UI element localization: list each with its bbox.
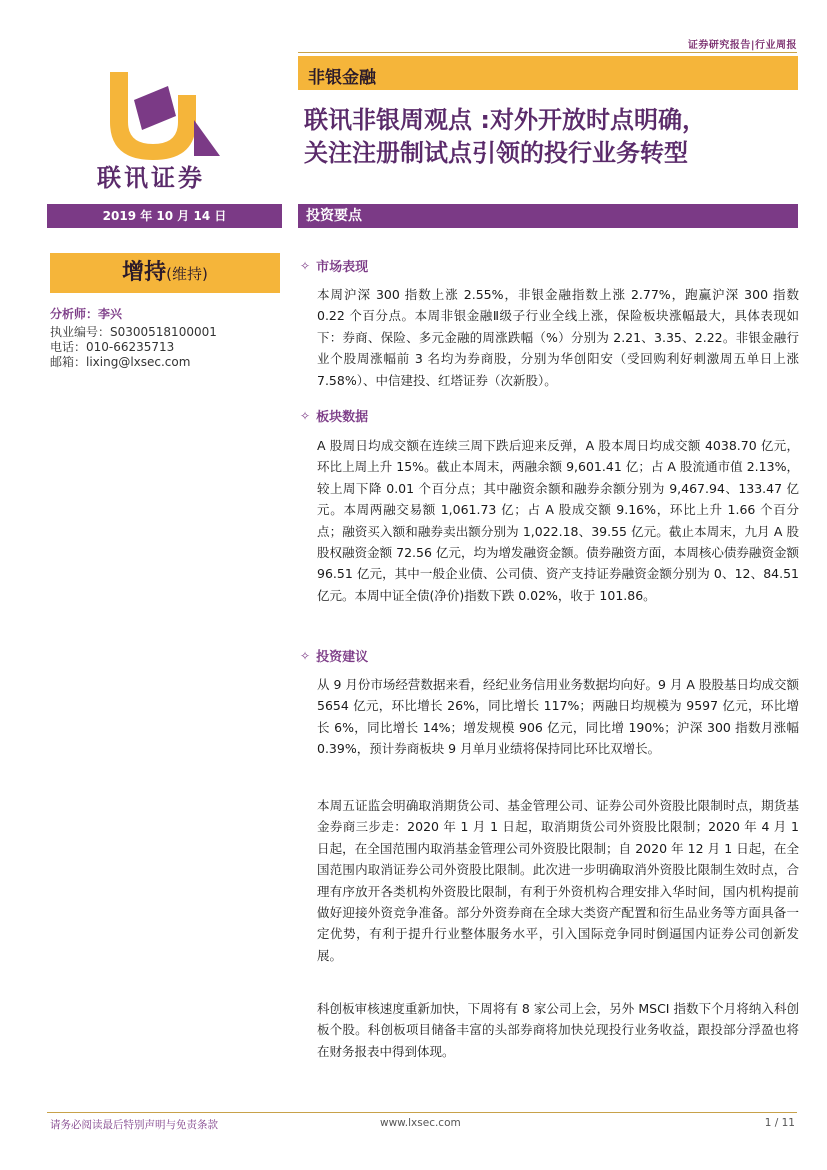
analyst-phone: 电话：010-66235713 xyxy=(50,340,175,354)
section-title: 投资建议 xyxy=(316,650,369,665)
sector-label: 非银金融 xyxy=(308,68,376,88)
section-title: 板块数据 xyxy=(316,410,369,425)
diamond-bullet-icon: ✧ xyxy=(300,648,311,663)
section-heading-market xyxy=(300,256,800,275)
rating-main: 增持 xyxy=(122,260,167,285)
top-divider xyxy=(298,52,797,53)
rating-sub: (维持) xyxy=(166,265,208,283)
paragraph-advice-1: 从 9 月份市场经营数据来看，经纪业务信用业务数据均向好。9 月 A 股股基日均成交额 5654 亿元，环比增长 26%，同比增长 117%；两融日均规模为 9597 亿元，环比增长 6%，同比增长 14%；增发规模 906 亿元，同比增 190%；沪深 300 指数月涨幅 0.39%，预计券商板块 9 月单月业绩将保持同比环比双增长。 xyxy=(317,677,799,757)
footer-page-number: 1 / 11 xyxy=(764,1117,795,1129)
report-type: 证券研究报告|行业周报 xyxy=(687,40,797,51)
footer-divider xyxy=(47,1112,797,1113)
footer-disclaimer[interactable]: 请务必阅读最后特别声明与免责条款 xyxy=(50,1119,218,1131)
logo-card xyxy=(134,86,176,130)
report-title xyxy=(304,104,804,170)
diamond-bullet-icon: ✧ xyxy=(300,408,311,423)
analyst-email[interactable]: 邮箱：lixing@lxsec.com xyxy=(50,355,191,369)
logo-text: 联讯证券 xyxy=(97,163,205,192)
paragraph-market: 本周沪深 300 指数上涨 2.55%，非银金融指数上涨 2.77%，跑赢沪深 300 指数 0.22 个百分点。本周非银金融Ⅱ级子行业全线上涨，保险板块涨幅最大，具体表现如下：券商、保险、多元金融的周涨跌幅（%）分别为 2.21、3.35、2.22。非银金融行业个股周涨幅前 3 名均为券商股，分别为华创阳安（受回购利好刺激周五单日上涨 7.58%）、中信建投、红塔证券（次新股）。 xyxy=(317,287,799,388)
rating-box xyxy=(50,253,280,293)
section-heading-advice xyxy=(300,646,800,665)
paragraph-advice-2: 本周五证监会明确取消期货公司、基金管理公司、证券公司外资股比限制时点，期货基金券商三步走：2020 年 1 月 1 日起，取消期货公司外资股比限制；2020 年 4 月 1 日起，在全国范围内取消基金管理公司外资股比限制；自 2020 年 12 月 1 日起，在全国范围内取消证券公司外资股比限制。此次进一步明确取消外资股比限制生效时点，合理有序放开各类机构外资股比限制，有利于外资机构合理安排入华时间，国内机构提前做好迎接外资竞争准备。部分外资券商在全球大类资产配置和衍生品业务等方面具备一定优势，有利于提升行业整体服务水平，引入国际竞争同时倒逼国内证券公司创新发展。 xyxy=(317,798,799,963)
diamond-bullet-icon: ✧ xyxy=(300,258,311,273)
analyst-info xyxy=(50,307,217,370)
topic-header: 投资要点 xyxy=(298,204,798,228)
paragraph-advice-3: 科创板审核速度重新加快，下周将有 8 家公司上会，另外 MSCI 指数下个月将纳入科创板个股。科创板项目储备丰富的头部券商将加快兑现投行业务收益，跟投部分浮盈也将在财务报表中得到体现。 xyxy=(317,1001,799,1059)
title-line-1: 联讯非银周观点 :对外开放时点明确， xyxy=(304,106,706,134)
paragraph-sector-data: A 股周日均成交额在连续三周下跌后迎来反弹，A 股本周日均成交额 4038.70 亿元，环比上周上升 15%。截止本周末，两融余额 9,601.41 亿；占 A 股流通市值 2.13%，较上周下降 0.01 个百分点；其中融资余额和融券余额分别为 9,467.94、133.47 亿元。本周两融交易额 1,061.73 亿；占 A 股成交额 9.16%，环比上升 1.66 个百分点；融资买入额和融券卖出额分别为 1,022.18、39.55 亿元。截止本周末，九月 A 股股权融资金额 72.56 亿元，均为增发融资金额。债券融资方面，本周核心债券融资金额 96.51 亿元，其中一般企业债、公司债、资产支持证券融资金额分别为 0、12、84.51 亿元。本周中证全债(净价)指数下跌 0.02%，收于 101.86。 xyxy=(317,438,799,603)
analyst-license: 执业编号：S0300518100001 xyxy=(50,325,217,339)
analyst-name: 分析师：李兴 xyxy=(50,307,123,321)
section-title: 市场表现 xyxy=(316,260,369,275)
footer-website[interactable]: www.lxsec.com xyxy=(380,1117,461,1129)
section-heading-sector-data xyxy=(300,406,800,425)
sector-band xyxy=(298,56,798,90)
report-date: 2019 年 10 月 14 日 xyxy=(47,204,282,228)
logo-triangle xyxy=(194,120,220,156)
title-line-2: 关注注册制试点引领的投行业务转型 xyxy=(304,139,688,167)
